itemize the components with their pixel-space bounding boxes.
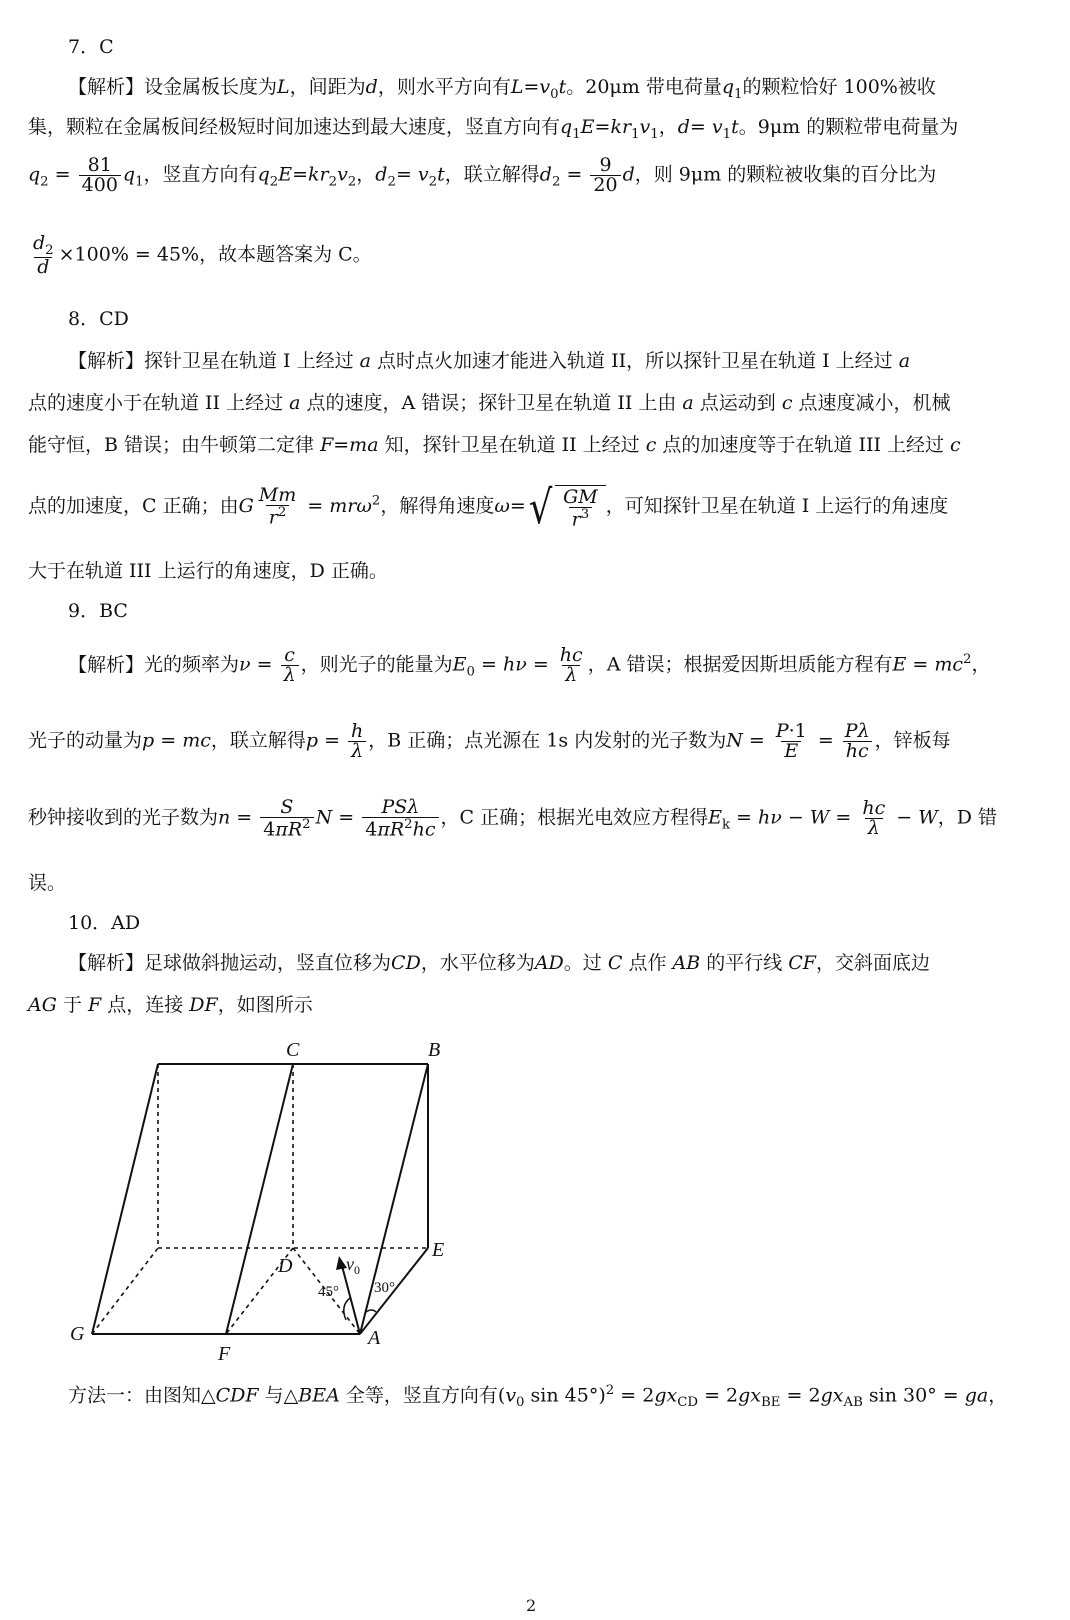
answer-10: 10．AD (68, 912, 141, 934)
label-C: C (286, 1039, 300, 1061)
q7-line-3: $q_2$ = $\frac{81}{400}$ $q_1$，竖直方向有$q_2E=kr_2v_2$，$d_2= v_2t$，联立解得$d_2$ = $\frac{9}{20}$ d，则 9μm 的颗粒被收集的百分比为 (28, 154, 937, 196)
q9-line-3: 秒钟接收到的光子数为n = $\frac{S}{4\pi R^2}$ N = $\frac{\text{PSλ}}{4\pi R^2hc}$ ，C 正确；根据光电效应方程得$E_k = h\nu - W$ = $\frac{hc}{\lambda}$ − W，D 错 (28, 796, 998, 841)
answer-9: 9．BC (68, 600, 128, 622)
q9-line-4: 误。 (28, 872, 67, 894)
q9-line-2: 光子的动量为p = mc，联立解得p = $\frac{h}{\lambda}$ ，B 正确；点光源在 1s 内发射的光子数为N = $\frac{P\cdot 1}{E}$ = $\frac{P\lambda}{hc}$ ，锌板每 (28, 720, 951, 762)
label-D: D (278, 1255, 293, 1277)
edge-left (92, 1064, 158, 1334)
q10-line-1: 【解析】足球做斜抛运动，竖直位移为CD，水平位移为AD。过 C 点作 AB 的平行线 CF，交斜面底边 (68, 952, 931, 974)
edge-CF (226, 1064, 293, 1334)
analysis-tag: 【解析】 (68, 952, 145, 974)
label-E: E (432, 1239, 445, 1261)
answer-7: 7．C (68, 36, 114, 58)
q10-line-2: AG 于 F 点，连接 DF，如图所示 (28, 994, 313, 1016)
page-number: 2 (526, 1596, 537, 1615)
label-angle-45: 45° (318, 1284, 339, 1300)
q8-line-2: 点的速度小于在轨道 II 上经过 a 点的速度，A 错误；探针卫星在轨道 II 上由 a 点运动到 c 点速度减小，机械 (28, 392, 951, 414)
q8-line-4: 点的加速度，C 正确；由G $\frac{Mm}{r^2}$ = mrω$^2$，解得角速度ω= √ $\frac{GM}{r^3}$ ，可知探针卫星在轨道 I 上运行的角速度 (28, 480, 949, 534)
angle-arc-45 (344, 1298, 350, 1320)
analysis-tag: 【解析】 (68, 653, 145, 676)
q7-line-1: 【解析】设金属板长度为L，间距为d，则水平方向有$L=v_0t$。20μm 带电荷量$q_1$的颗粒恰好 100%被收 (68, 76, 936, 102)
angle-arc-30 (366, 1310, 376, 1312)
q7-line-4: $\frac{d_2}{d}$ ×100% = 45%，故本题答案为 C。 (33, 232, 372, 279)
q8-line-1: 【解析】探针卫星在轨道 I 上经过 a 点时点火加速才能进入轨道 II，所以探针卫星在轨道 I 上经过 a (68, 350, 911, 372)
label-v0: $v_0$ (346, 1254, 360, 1277)
answer-8: 8．CD (68, 308, 129, 330)
analysis-tag: 【解析】 (68, 76, 145, 98)
q8-line-3: 能守恒，B 错误；由牛顿第二定律 F=ma 知，探针卫星在轨道 II 上经过 c 点的加速度等于在轨道 III 上经过 c (28, 434, 961, 456)
label-A: A (368, 1327, 381, 1349)
q8-line-5: 大于在轨道 III 上运行的角速度，D 正确。 (28, 560, 388, 582)
label-F: F (218, 1343, 231, 1365)
q7-line-2: 集，颗粒在金属板间经极短时间加速达到最大速度，竖直方向有$q_1E=kr_1v_1$，$d= v_1t$。9μm 的颗粒带电荷量为 (28, 116, 959, 142)
geometry-figure (0, 1030, 1070, 1370)
label-G: G (70, 1323, 85, 1345)
q10-method-1: 方法一：由图知△CDF 与△BEA 全等，竖直方向有($v_0$ $\sin 45^\circ)^2 = 2gx_{CD} = 2gx_{BE} = 2gx_{AB}$ sin 30° = ga， (68, 1383, 1008, 1411)
analysis-tag: 【解析】 (68, 350, 145, 372)
q9-line-1: 【解析】光的频率为ν = $\frac{c}{\lambda}$ ，则光子的能量为$E_0 = h\nu$ = $\frac{hc}{\lambda}$ ，A 错误；根据爱因斯坦质能方程有$E = mc^2$， (68, 644, 991, 686)
label-B: B (428, 1039, 441, 1061)
label-angle-30: 30° (374, 1280, 395, 1296)
